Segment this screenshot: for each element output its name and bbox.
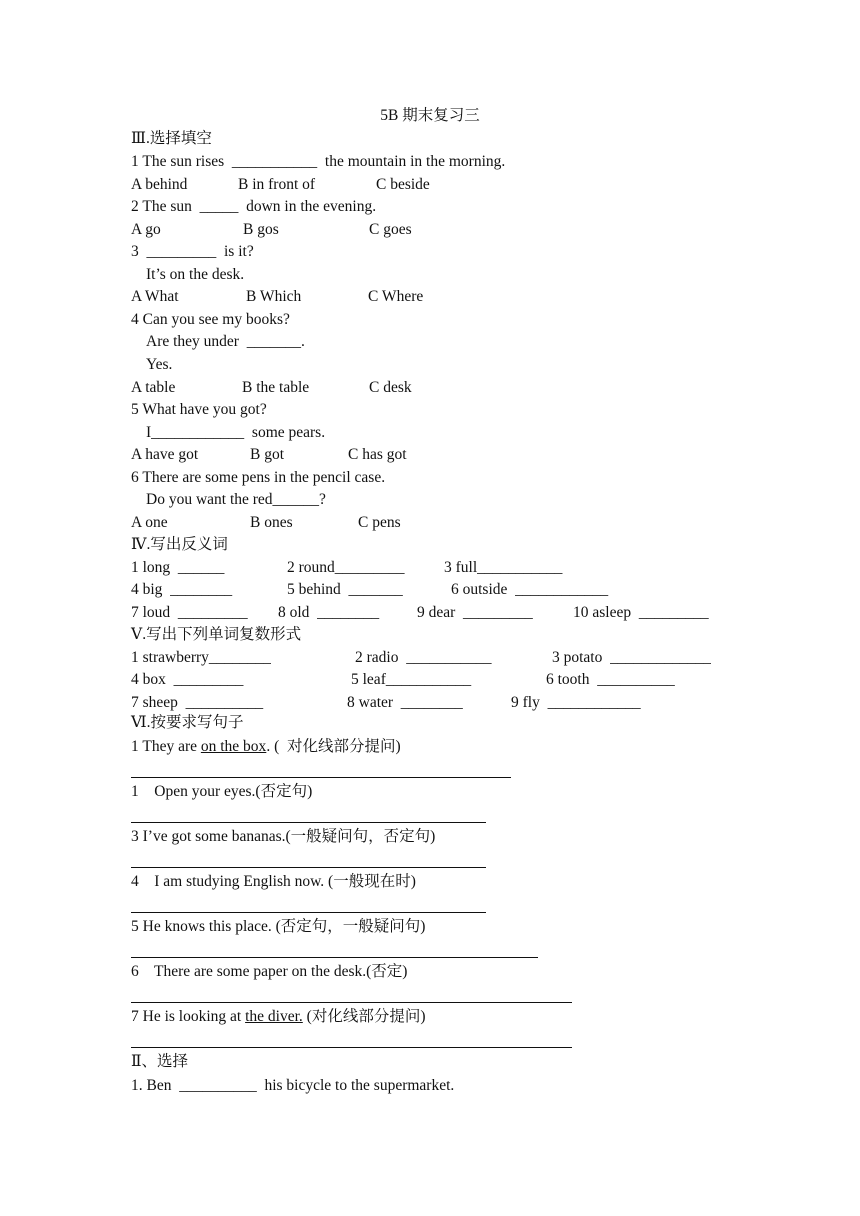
q3-5-line2: I____________ some pears. bbox=[146, 424, 326, 441]
rewrite-1-prompt bbox=[131, 737, 401, 757]
rewrite-7-prompt bbox=[131, 1007, 425, 1027]
q3-5-question: 5 What have you got? bbox=[131, 401, 267, 418]
q3-4-option-c: C desk bbox=[369, 379, 412, 396]
answer-line bbox=[131, 867, 486, 868]
q3-3-reply: It’s on the desk. bbox=[146, 266, 245, 283]
rewrite-3-prompt: 3 I’ve got some bananas.(一般疑问句，否定句) bbox=[131, 828, 436, 845]
q3-5-option-c: C has got bbox=[348, 446, 407, 463]
q3-3-option-b: B Which bbox=[246, 288, 302, 305]
q3-2-option-b: B gos bbox=[243, 221, 279, 238]
antonym-item: 4 big ________ bbox=[131, 581, 233, 598]
antonym-item: 10 asleep _________ bbox=[573, 604, 709, 621]
antonym-item: 2 round_________ bbox=[287, 559, 405, 576]
q3-6-question: 6 There are some pens in the pencil case. bbox=[131, 469, 386, 486]
q2-1-question: 1. Ben __________ his bicycle to the supermarket. bbox=[131, 1077, 455, 1094]
answer-line bbox=[131, 1002, 572, 1003]
rewrite-1-underlined: on the box bbox=[200, 738, 267, 755]
rewrite-1-instruction: . ( 对化线部分提问) bbox=[266, 738, 401, 755]
page-title: 5B 期末复习三 bbox=[380, 107, 480, 124]
rewrite-7-underlined: the diver. bbox=[245, 1008, 303, 1025]
rewrite-4-prompt: 4 I am studying English now. (一般现在时) bbox=[131, 873, 416, 890]
antonym-item: 1 long ______ bbox=[131, 559, 225, 576]
plural-item: 7 sheep __________ bbox=[131, 694, 264, 711]
rewrite-1-text: 1 They are bbox=[131, 738, 201, 755]
q3-4-option-b: B the table bbox=[242, 379, 310, 396]
answer-line bbox=[131, 777, 511, 778]
antonym-item: 5 behind _______ bbox=[287, 581, 403, 598]
antonym-item: 6 outside ____________ bbox=[451, 581, 609, 598]
q3-4-question: 4 Can you see my books? bbox=[131, 311, 290, 328]
plural-item: 8 water ________ bbox=[347, 694, 463, 711]
antonym-item: 3 full___________ bbox=[444, 559, 563, 576]
rewrite-7-instruction: (对化线部分提问) bbox=[302, 1008, 426, 1025]
q3-1-option-a: A behind bbox=[131, 176, 188, 193]
section-5-heading: Ⅴ.写出下列单词复数形式 bbox=[131, 626, 302, 643]
antonym-item: 7 loud _________ bbox=[131, 604, 248, 621]
q3-1-option-b: B in front of bbox=[238, 176, 316, 193]
q3-5-option-b: B got bbox=[250, 446, 285, 463]
q3-1-option-c: C beside bbox=[376, 176, 430, 193]
plural-item: 6 tooth __________ bbox=[546, 671, 675, 688]
plural-item: 3 potato _____________ bbox=[552, 649, 711, 666]
section-4-heading: Ⅳ.写出反义词 bbox=[131, 536, 228, 553]
rewrite-6-prompt: 6 There are some paper on the desk.(否定) bbox=[131, 963, 408, 980]
q3-2-question: 2 The sun _____ down in the evening. bbox=[131, 198, 377, 215]
q3-3-option-c: C Where bbox=[368, 288, 424, 305]
rewrite-2-prompt: 1 Open your eyes.(否定句) bbox=[131, 783, 313, 800]
rewrite-7-text: 7 He is looking at bbox=[131, 1008, 246, 1025]
q3-4-option-a: A table bbox=[131, 379, 176, 396]
q3-2-option-c: C goes bbox=[369, 221, 412, 238]
q3-6-option-a: A one bbox=[131, 514, 168, 531]
q3-6-line2: Do you want the red______? bbox=[146, 491, 326, 508]
section-2-heading: Ⅱ、选择 bbox=[131, 1053, 189, 1070]
q3-4-line2: Are they under _______. bbox=[146, 333, 305, 350]
plural-item: 1 strawberry________ bbox=[131, 649, 271, 666]
antonym-item: 8 old ________ bbox=[278, 604, 380, 621]
q3-2-option-a: A go bbox=[131, 221, 161, 238]
plural-item: 9 fly ____________ bbox=[511, 694, 641, 711]
answer-line bbox=[131, 822, 486, 823]
plural-item: 4 box _________ bbox=[131, 671, 244, 688]
q3-3-question: 3 _________ is it? bbox=[131, 243, 254, 260]
antonym-item: 9 dear _________ bbox=[417, 604, 533, 621]
q3-1-question: 1 The sun rises ___________ the mountain in the morning. bbox=[131, 153, 506, 170]
q3-3-option-a: A What bbox=[131, 288, 179, 305]
q3-5-option-a: A have got bbox=[131, 446, 199, 463]
q3-6-option-c: C pens bbox=[358, 514, 401, 531]
section-6-heading: Ⅵ.按要求写句子 bbox=[131, 714, 244, 731]
plural-item: 5 leaf___________ bbox=[351, 671, 472, 688]
answer-line bbox=[131, 957, 538, 958]
q3-6-option-b: B ones bbox=[250, 514, 293, 531]
answer-line bbox=[131, 1047, 572, 1048]
plural-item: 2 radio ___________ bbox=[355, 649, 492, 666]
section-3-heading: Ⅲ.选择填空 bbox=[131, 130, 212, 147]
rewrite-5-prompt: 5 He knows this place. (否定句，一般疑问句) bbox=[131, 918, 426, 935]
answer-line bbox=[131, 912, 486, 913]
q3-4-reply: Yes. bbox=[146, 356, 173, 373]
